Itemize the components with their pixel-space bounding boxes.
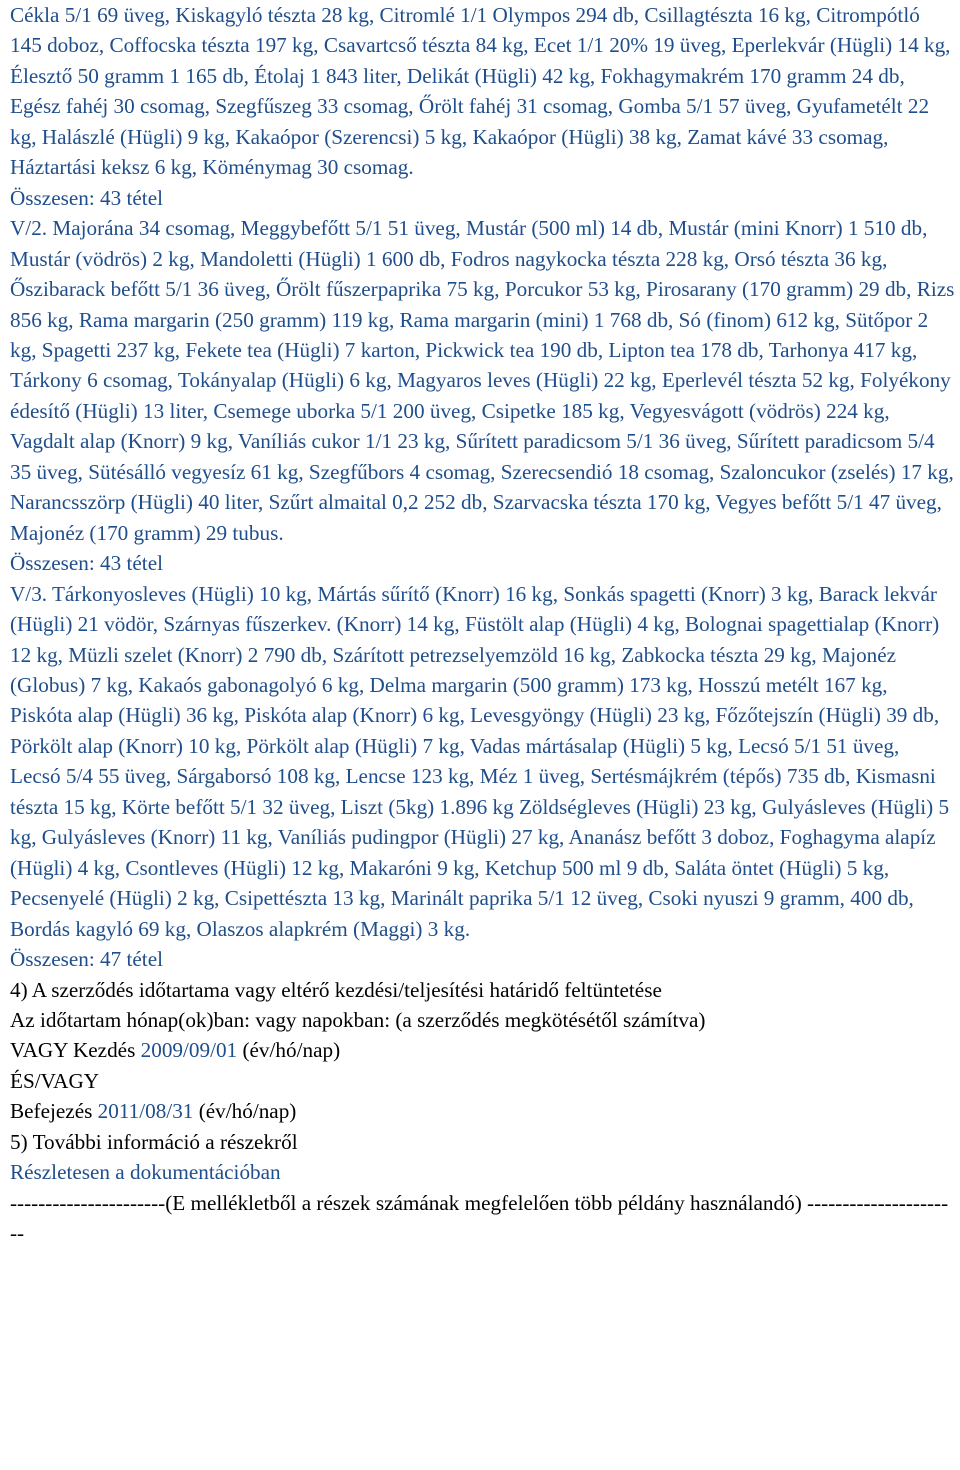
section-5-value: Részletesen a dokumentációban xyxy=(10,1160,281,1185)
part-iv-item-list: Cékla 5/1 69 üveg, Kiskagyló tészta 28 kg, Citromlé 1/1 Olympos 294 db, Csillagtészta 16 kg, Citrompótló 145 doboz, Coffocska tészta 197 kg, Csavartcső tészta 84 kg, Ecet 1/1 20% 19 üveg, Eperlekvár (Hügli) 14 kg, Élesztő 50 gramm 1 165 db, Étolaj 1 843 liter, Delikát (Hügli) 42 kg, Fokhagymakrém 170 gramm 24 db, Egész fahéj 30 csomag, Szegfűszeg 33 csomag, Őrölt fahéj 31 csomag, Gomba 5/1 57 üveg, Gyufametélt 22 kg, Halászlé (Hügli) 9 kg, Kakaópor (Szerencsi) 5 kg, Kakaópor (Hügli) 38 kg, Zamat kávé 33 csomag, Háztartási keksz 6 kg, Köménymag 30 csomag. xyxy=(10,3,951,180)
end-date-line xyxy=(10,1096,955,1126)
end-date-format: (év/hó/nap) xyxy=(193,1099,297,1124)
end-date-value: 2011/08/31 xyxy=(97,1099,194,1124)
part-v3-total: Összesen: 47 tétel xyxy=(10,947,163,972)
start-date-value: 2009/09/01 xyxy=(140,1038,238,1063)
document-page xyxy=(10,0,955,1249)
part-v2-total: Összesen: 43 tétel xyxy=(10,551,163,576)
footer-note: ----------------------(E mellékletből a részek számának megfelelően több példány használandó) ---------------------- xyxy=(10,1190,949,1246)
part-v2-item-list: V/2. Majorána 34 csomag, Meggybefőtt 5/1 51 üveg, Mustár (500 ml) 14 db, Mustár (mini Knorr) 1 510 db, Mustár (vödrös) 2 kg, Mandoletti (Hügli) 1 600 db, Fodros nagykocka tészta 228 kg, Orsó tészta 36 kg, Őszibarack befőtt 5/1 36 üveg, Őrölt fűszerpaprika 75 kg, Porcukor 53 kg, Pirosarany (170 gramm) 29 db, Rizs 856 kg, Rama margarin (250 gramm) 119 kg, Rama margarin (mini) 1 768 db, Só (finom) 612 kg, Sütőpor 2 kg, Spagetti 237 kg, Fekete tea (Hügli) 7 karton, Pickwick tea 190 db, Lipton tea 178 db, Tarhonya 417 kg, Tárkony 6 csomag, Tokányalap (Hügli) 6 kg, Magyaros leves (Hügli) 22 kg, Eperlevél tészta 52 kg, Folyékony édesítő (Hügli) 13 liter, Csemege uborka 5/1 200 üveg, Csipetke 185 kg, Vegyesvágott (vödrös) 224 kg, Vagdalt alap (Knorr) 9 kg, Vaníliás cukor 1/1 23 kg, Sűrített paradicsom 5/1 36 üveg, Sűrített paradicsom 5/4 35 üveg, Sütésálló vegyesíz 61 kg, Szegfűbors 4 csomag, Szerecsendió 18 csomag, Szaloncukor (zselés) 17 kg, Narancsszörp (Hügli) 40 liter, Szűrt almaital 0,2 252 db, Szarvacska tészta 170 kg, Vegyes befőtt 5/1 47 üveg, Majonéz (170 gramm) 29 tubus. xyxy=(10,216,955,545)
part-iv-total: Összesen: 43 tétel xyxy=(10,185,163,210)
section-4-heading: 4) A szerződés időtartama vagy eltérő kezdési/teljesítési határidő feltüntetése xyxy=(10,977,662,1002)
duration-line: Az időtartam hónap(ok)ban: vagy napokban: (a szerződés megkötésétől számítva) xyxy=(10,1007,706,1032)
start-date-line xyxy=(10,1035,955,1065)
start-date-format: (év/hó/nap) xyxy=(237,1038,341,1063)
part-v3-item-list: V/3. Tárkonyosleves (Hügli) 10 kg, Mártás sűrítő (Knorr) 16 kg, Sonkás spagetti (Knorr) 3 kg, Barack lekvár (Hügli) 21 vödör, Szárnyas fűszerkev. (Knorr) 14 kg, Füstölt alap (Hügli) 4 kg, Bolognai spagettialap (Knorr) 12 kg, Müzli szelet (Knorr) 2 790 db, Szárított petrezselyemzöld 16 kg, Zabkocka tészta 29 kg, Majonéz (Globus) 7 kg, Kakaós gabonagolyó 6 kg, Delma margarin (500 gramm) 173 kg, Hosszú metélt 167 kg, Piskóta alap (Hügli) 36 kg, Piskóta alap (Knorr) 6 kg, Levesgyöngy (Hügli) 23 kg, Főzőtejszín (Hügli) 39 db, Pörkölt alap (Knorr) 10 kg, Pörkölt alap (Hügli) 7 kg, Vadas mártásalap (Hügli) 5 kg, Lecsó 5/1 51 üveg, Lecsó 5/4 55 üveg, Sárgaborsó 108 kg, Lencse 123 kg, Méz 1 üveg, Sertésmájkrém (tépős) 735 db, Kismasni tészta 15 kg, Körte befőtt 5/1 32 üveg, Liszt (5kg) 1.896 kg Zöldségleves (Hügli) 23 kg, Gulyásleves (Hügli) 5 kg, Gulyásleves (Knorr) 11 kg, Vaníliás pudingpor (Hügli) 27 kg, Ananász befőtt 3 doboz, Foghagyma alapíz (Hügli) 4 kg, Csontleves (Hügli) 12 kg, Makaróni 9 kg, Ketchup 500 ml 9 db, Saláta öntet (Hügli) 5 kg, Pecsenyelé (Hügli) 2 kg, Csipettészta 13 kg, Marinált paprika 5/1 12 üveg, Csoki nyuszi 9 gramm, 400 db, Bordás kagyló 69 kg, Olaszos alapkrém (Maggi) 3 kg. xyxy=(10,581,950,941)
start-label: VAGY Kezdés xyxy=(10,1038,141,1063)
end-label: Befejezés xyxy=(10,1099,98,1124)
section-5-heading: 5) További információ a részekről xyxy=(10,1129,298,1154)
and-or-label: ÉS/VAGY xyxy=(10,1068,100,1093)
